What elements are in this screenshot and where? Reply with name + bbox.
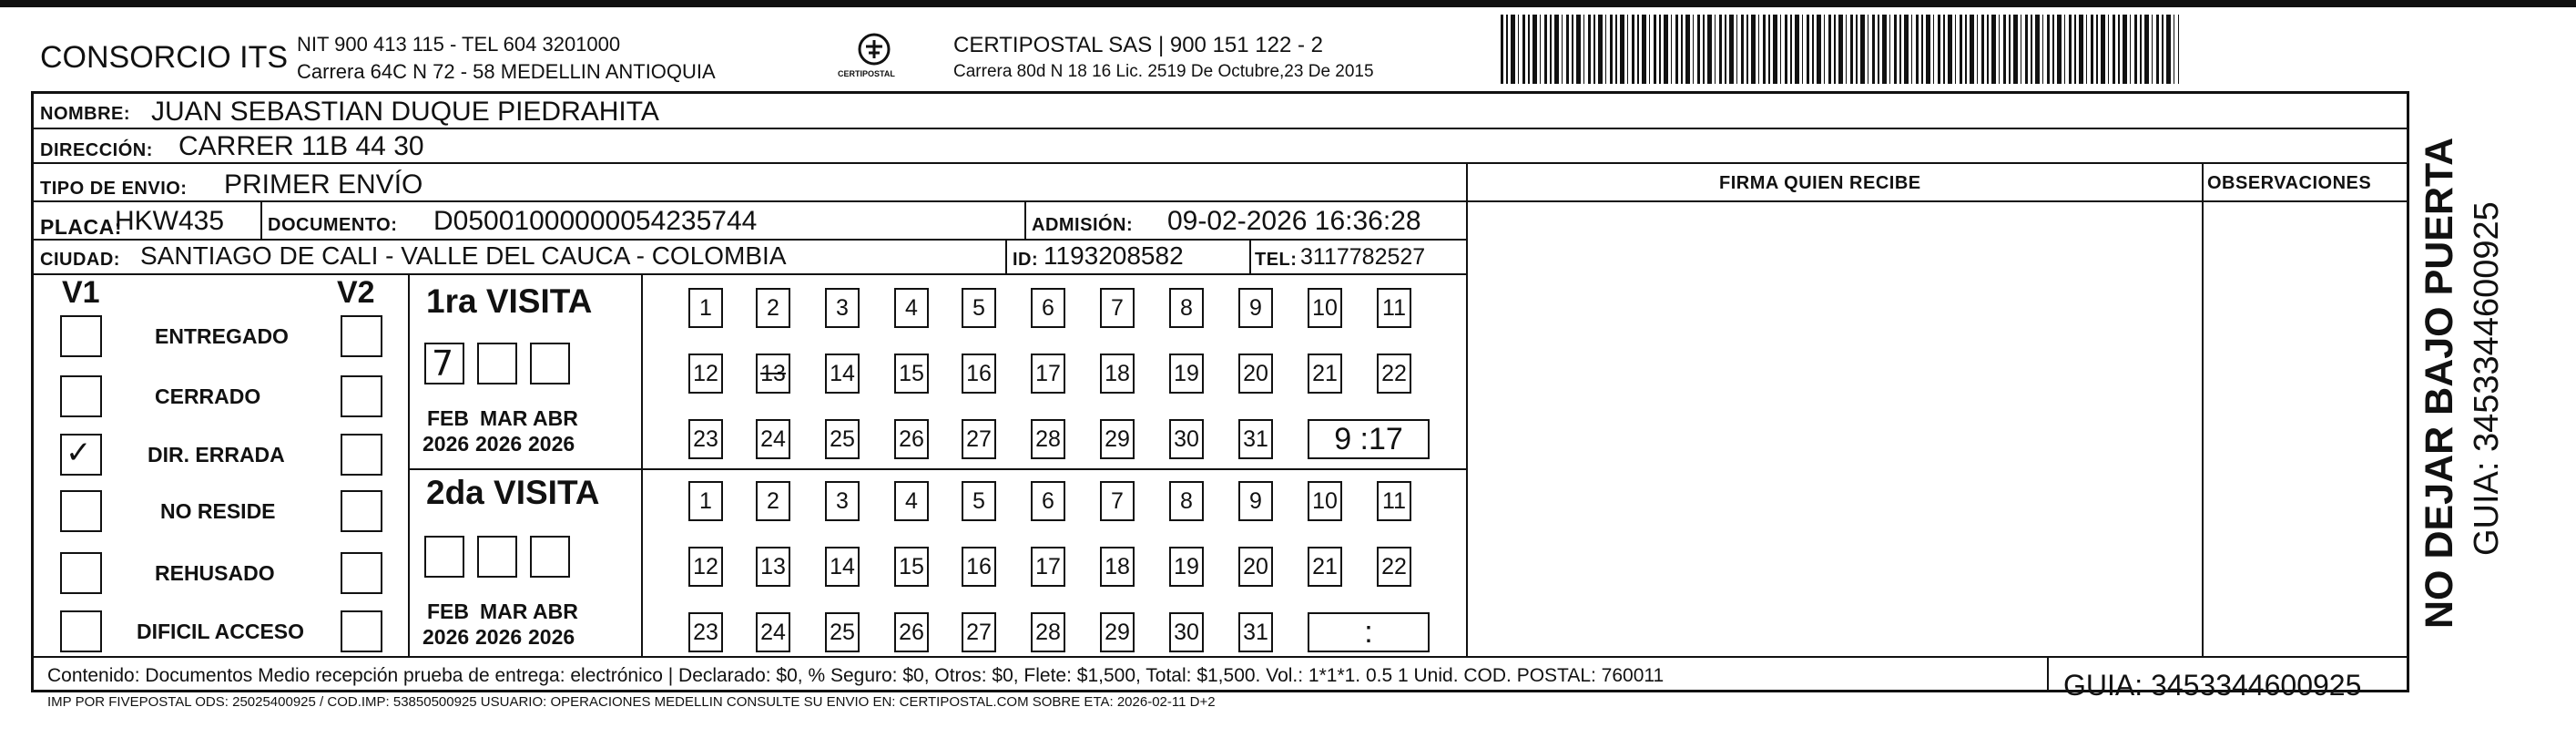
- ciudad-label: CIUDAD:: [40, 250, 120, 270]
- first-day-box[interactable]: 12: [688, 354, 723, 394]
- status-reason-label: DIR. ERRADA: [148, 443, 285, 466]
- month-label: ABR: [533, 600, 578, 623]
- logo-text: CERTIPOSTAL: [838, 69, 895, 78]
- first-day-box[interactable]: 26: [894, 419, 929, 459]
- v1-checkbox[interactable]: [60, 375, 102, 417]
- company-nit: NIT 900 413 115 - TEL 604 3201000: [297, 33, 621, 56]
- id-value: 1193208582: [1044, 241, 1184, 270]
- second-day-box[interactable]: 28: [1031, 612, 1065, 652]
- first-day-box[interactable]: 27: [962, 419, 996, 459]
- v2-checkbox[interactable]: [341, 490, 382, 532]
- second-day-box[interactable]: 4: [894, 481, 929, 521]
- month-label: MAR: [480, 600, 528, 623]
- admision-label: ADMISIÓN:: [1032, 215, 1134, 235]
- first-visit-title: 1ra VISITA: [426, 282, 593, 320]
- second-day-box[interactable]: 9: [1238, 481, 1273, 521]
- tipo-envio-value: PRIMER ENVÍO: [224, 169, 423, 200]
- documento-value: D05001000000054235744: [433, 206, 758, 236]
- second-day-box[interactable]: 11: [1377, 481, 1411, 521]
- first-day-box[interactable]: 28: [1031, 419, 1065, 459]
- direccion-label: DIRECCIÓN:: [40, 140, 153, 160]
- second-day-box[interactable]: 19: [1169, 547, 1204, 587]
- first-day-box[interactable]: 19: [1169, 354, 1204, 394]
- second-month-box[interactable]: [424, 536, 464, 578]
- first-day-box[interactable]: 31: [1238, 419, 1273, 459]
- v1-checkbox[interactable]: [60, 552, 102, 594]
- second-time-box[interactable]: :: [1308, 612, 1430, 652]
- admision-value: 09-02-2026 16:36:28: [1167, 206, 1421, 236]
- direccion-value: CARRER 11B 44 30: [178, 131, 424, 161]
- second-day-box[interactable]: 3: [825, 481, 860, 521]
- first-day-box[interactable]: 3: [825, 288, 860, 328]
- second-month-box[interactable]: [477, 536, 517, 578]
- month-label: FEB: [427, 406, 469, 430]
- company-address: Carrera 64C N 72 - 58 MEDELLIN ANTIOQUIA: [297, 60, 716, 83]
- second-day-box[interactable]: 10: [1308, 481, 1342, 521]
- second-day-box[interactable]: 22: [1377, 547, 1411, 587]
- first-day-box[interactable]: 6: [1031, 288, 1065, 328]
- v1-checkbox[interactable]: [60, 434, 102, 476]
- first-day-box[interactable]: 10: [1308, 288, 1342, 328]
- v2-checkbox[interactable]: [341, 315, 382, 357]
- first-day-box[interactable]: 7: [1100, 288, 1135, 328]
- second-day-box[interactable]: 12: [688, 547, 723, 587]
- second-visit-title: 2da VISITA: [426, 474, 600, 511]
- second-day-box[interactable]: 6: [1031, 481, 1065, 521]
- status-reason-label: ENTREGADO: [155, 324, 289, 348]
- second-day-box[interactable]: 23: [688, 612, 723, 652]
- second-month-box[interactable]: [530, 536, 570, 578]
- placa-value: HKW435: [115, 206, 225, 236]
- v2-checkbox[interactable]: [341, 610, 382, 652]
- v2-checkbox[interactable]: [341, 552, 382, 594]
- documento-label: DOCUMENTO:: [268, 215, 398, 235]
- first-day-box[interactable]: 20: [1238, 354, 1273, 394]
- first-day-box[interactable]: 30: [1169, 419, 1204, 459]
- first-day-box[interactable]: 21: [1308, 354, 1342, 394]
- year-label: 2026: [528, 625, 575, 649]
- first-day-box[interactable]: 1: [688, 288, 723, 328]
- second-day-box[interactable]: 27: [962, 612, 996, 652]
- month-label: ABR: [533, 406, 578, 430]
- second-day-box[interactable]: 17: [1031, 547, 1065, 587]
- year-label: 2026: [528, 432, 575, 456]
- first-month-box[interactable]: [424, 343, 464, 384]
- first-day-box[interactable]: 5: [962, 288, 996, 328]
- placa-label: PLACA:: [40, 215, 122, 239]
- status-reason-label: REHUSADO: [155, 561, 275, 585]
- handwritten-month-mark: 7: [432, 343, 454, 384]
- tel-value: 3117782527: [1300, 244, 1426, 270]
- month-label: MAR: [480, 406, 528, 430]
- first-day-box[interactable]: 8: [1169, 288, 1204, 328]
- year-label: 2026: [423, 625, 470, 649]
- v1-header: V1: [62, 275, 100, 310]
- first-day-box[interactable]: 9: [1238, 288, 1273, 328]
- first-day-box[interactable]: 22: [1377, 354, 1411, 394]
- first-day-box[interactable]: 18: [1100, 354, 1135, 394]
- status-reason-label: CERRADO: [155, 384, 261, 408]
- second-day-box[interactable]: 29: [1100, 612, 1135, 652]
- status-reason-label: DIFICIL ACCESO: [137, 620, 305, 643]
- first-day-box[interactable]: 2: [756, 288, 790, 328]
- first-time-box[interactable]: 9 :17: [1308, 419, 1430, 459]
- second-day-box[interactable]: 1: [688, 481, 723, 521]
- first-day-box[interactable]: 15: [894, 354, 929, 394]
- v1-checkbox[interactable]: [60, 490, 102, 532]
- status-reason-label: NO RESIDE: [160, 499, 276, 523]
- second-day-box[interactable]: 24: [756, 612, 790, 652]
- second-day-box[interactable]: 13: [756, 547, 790, 587]
- id-label: ID:: [1013, 250, 1039, 270]
- v2-checkbox[interactable]: [341, 375, 382, 417]
- v1-checkbox[interactable]: [60, 610, 102, 652]
- year-label: 2026: [475, 432, 523, 456]
- second-day-box[interactable]: 7: [1100, 481, 1135, 521]
- second-day-box[interactable]: 2: [756, 481, 790, 521]
- footer-guia-box: GUIA: 3453344600925: [2063, 669, 2362, 702]
- second-day-box[interactable]: 14: [825, 547, 860, 587]
- certipostal-logo-icon: [856, 31, 892, 67]
- v2-header: V2: [337, 275, 375, 310]
- first-day-box[interactable]: 25: [825, 419, 860, 459]
- second-day-box[interactable]: 15: [894, 547, 929, 587]
- second-day-box[interactable]: 31: [1238, 612, 1273, 652]
- carrier-name: CERTIPOSTAL SAS | 900 151 122 - 2: [953, 33, 1323, 57]
- first-day-box[interactable]: 16: [962, 354, 996, 394]
- second-day-box[interactable]: 8: [1169, 481, 1204, 521]
- second-day-box[interactable]: 21: [1308, 547, 1342, 587]
- year-label: 2026: [423, 432, 470, 456]
- first-day-box[interactable]: 13: [756, 354, 790, 394]
- first-month-box[interactable]: [530, 343, 570, 384]
- first-day-box[interactable]: 29: [1100, 419, 1135, 459]
- second-day-box[interactable]: 30: [1169, 612, 1204, 652]
- first-day-box[interactable]: 4: [894, 288, 929, 328]
- side-guia: GUIA: 3453344600925: [2468, 201, 2506, 556]
- top-border: [0, 0, 2576, 7]
- second-day-box[interactable]: 26: [894, 612, 929, 652]
- v1-checkbox[interactable]: [60, 315, 102, 357]
- second-day-box[interactable]: 16: [962, 547, 996, 587]
- second-day-box[interactable]: 5: [962, 481, 996, 521]
- first-day-box[interactable]: 17: [1031, 354, 1065, 394]
- first-day-box[interactable]: 24: [756, 419, 790, 459]
- carrier-address: Carrera 80d N 18 16 Lic. 2519 De Octubre,23 De 2015: [953, 62, 1374, 81]
- tipo-envio-label: TIPO DE ENVIO:: [40, 179, 188, 199]
- first-day-box[interactable]: 23: [688, 419, 723, 459]
- check-mark: ✓: [66, 435, 92, 471]
- firma-header: FIRMA QUIEN RECIBE: [1719, 173, 1921, 193]
- footer-contenido: Contenido: Documentos Medio recepción prueba de entrega: electrónico | Declarado: $0, % Seguro: $0, Otros: $0, Flete: $1,500, Total: $1,500. Vol.: 1*1*1. 0.5 1 Unid. COD. POSTAL: 760011: [47, 665, 1665, 686]
- year-label: 2026: [475, 625, 523, 649]
- tel-label: TEL:: [1255, 250, 1298, 270]
- barcode: [1501, 15, 2179, 84]
- second-day-box[interactable]: 25: [825, 612, 860, 652]
- footer-impresion: IMP POR FIVEPOSTAL ODS: 25025400925 / COD.IMP: 53850500925 USUARIO: OPERACIONES MEDELLIN CONSULTE SU ENVIO EN: CERTIPOSTAL.COM SOBRE ETA: 2026-02-11 D+2: [47, 694, 1216, 710]
- nombre-value: JUAN SEBASTIAN DUQUE PIEDRAHITA: [151, 97, 659, 127]
- month-label: FEB: [427, 600, 469, 623]
- first-day-box[interactable]: 11: [1377, 288, 1411, 328]
- v2-checkbox[interactable]: [341, 434, 382, 476]
- observaciones-header: OBSERVACIONES: [2207, 173, 2372, 193]
- nombre-label: NOMBRE:: [40, 104, 131, 124]
- second-day-box[interactable]: 18: [1100, 547, 1135, 587]
- side-warning: NO DEJAR BAJO PUERTA: [2418, 137, 2461, 629]
- second-day-box[interactable]: 20: [1238, 547, 1273, 587]
- company-name: CONSORCIO ITS: [40, 40, 289, 75]
- ciudad-value: SANTIAGO DE CALI - VALLE DEL CAUCA - COLOMBIA: [140, 241, 787, 270]
- first-month-box[interactable]: [477, 343, 517, 384]
- first-day-box[interactable]: 14: [825, 354, 860, 394]
